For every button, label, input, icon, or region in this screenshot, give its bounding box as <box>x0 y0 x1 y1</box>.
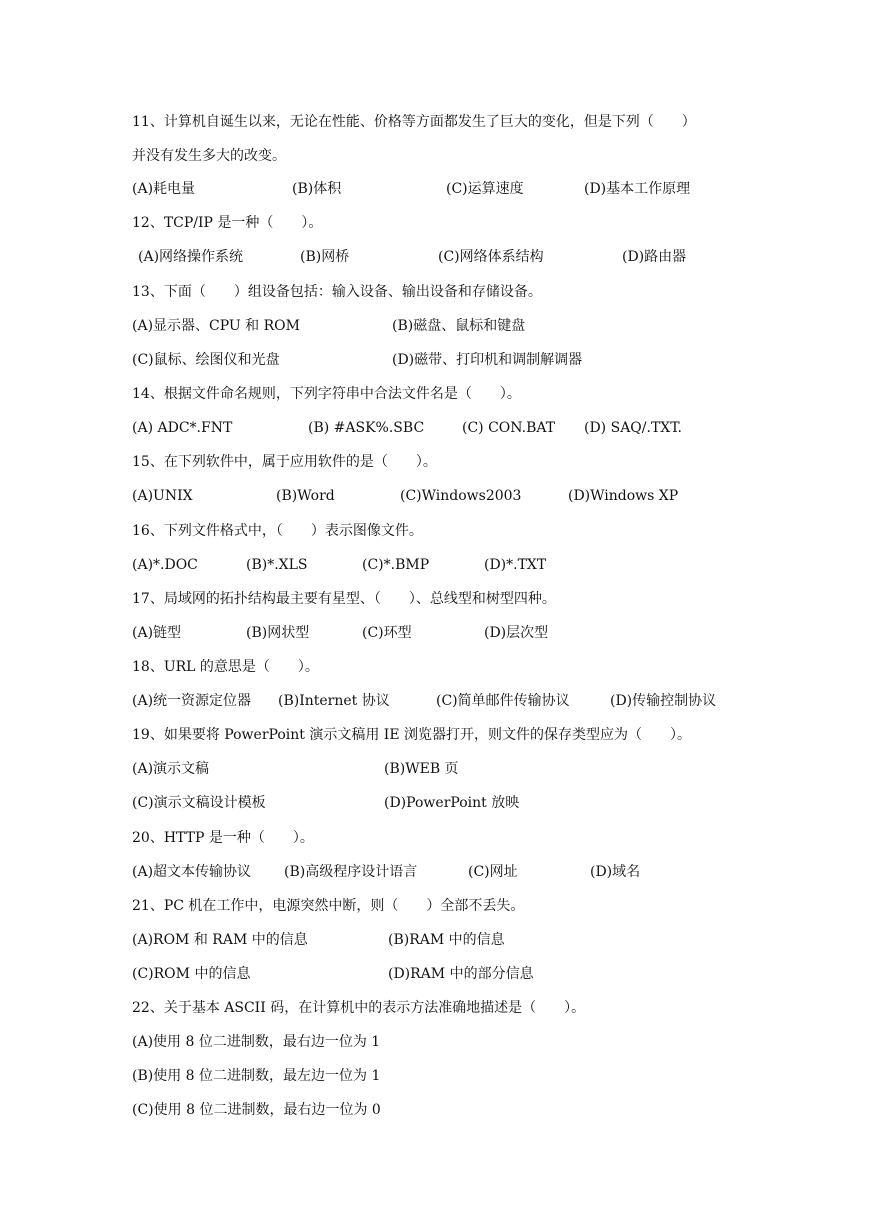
option-b[interactable]: (B)磁盘、鼠标和键盘 <box>392 318 526 334</box>
option-b[interactable]: (B)WEB 页 <box>384 761 459 777</box>
option-b[interactable]: (B)网桥 <box>300 249 350 265</box>
option-b[interactable]: (B)使用 8 位二进制数，最左边一位为 1 <box>132 1068 381 1084</box>
option-d[interactable]: (D)*.TXT <box>484 557 547 573</box>
option-c[interactable]: (C)鼠标、绘图仪和光盘 <box>132 352 280 368</box>
option-a[interactable]: (A)链型 <box>132 625 182 641</box>
option-d[interactable]: (D)传输控制协议 <box>610 693 717 709</box>
option-d[interactable]: (D)RAM 中的部分信息 <box>388 966 534 982</box>
option-d[interactable]: (D)层次型 <box>484 625 549 641</box>
option-d[interactable]: (D)路由器 <box>622 249 687 265</box>
option-c[interactable]: (C)使用 8 位二进制数，最右边一位为 0 <box>132 1102 381 1118</box>
option-a[interactable]: (A)网络操作系统 <box>138 249 244 265</box>
option-a[interactable]: (A)*.DOC <box>132 557 198 573</box>
option-b[interactable]: (B) #ASK%.SBC <box>308 420 425 436</box>
option-d[interactable]: (D)基本工作原理 <box>584 181 691 197</box>
option-c[interactable]: (C)运算速度 <box>446 181 524 197</box>
option-c[interactable]: (C)演示文稿设计模板 <box>132 795 266 811</box>
option-a[interactable]: (A)演示文稿 <box>132 761 210 777</box>
option-c[interactable]: (C)*.BMP <box>362 557 430 573</box>
option-a[interactable]: (A)超文本传输协议 <box>132 864 252 880</box>
option-c[interactable]: (C)Windows2003 <box>400 488 522 504</box>
option-a[interactable]: (A)ROM 和 RAM 中的信息 <box>132 932 308 948</box>
option-a[interactable]: (A)使用 8 位二进制数，最右边一位为 1 <box>132 1034 381 1050</box>
option-a[interactable]: (A)统一资源定位器 <box>132 693 252 709</box>
option-c[interactable]: (C) CON.BAT <box>462 420 556 436</box>
option-c[interactable]: (C)环型 <box>362 625 412 641</box>
option-d[interactable]: (D)Windows XP <box>568 488 679 504</box>
option-b[interactable]: (B)体积 <box>292 181 342 197</box>
option-b[interactable]: (B)Word <box>276 488 335 504</box>
option-c[interactable]: (C)简单邮件传输协议 <box>436 693 570 709</box>
option-b[interactable]: (B)高级程序设计语言 <box>284 864 418 880</box>
option-a[interactable]: (A)显示器、CPU 和 ROM <box>132 318 300 334</box>
option-a[interactable]: (A) ADC*.FNT <box>132 420 233 436</box>
option-d[interactable]: (D)磁带、打印机和调制解调器 <box>392 352 583 368</box>
option-c[interactable]: (C)网址 <box>468 864 518 880</box>
option-b[interactable]: (B)RAM 中的信息 <box>388 932 505 948</box>
option-a[interactable]: (A)耗电量 <box>132 181 196 197</box>
option-b[interactable]: (B)网状型 <box>246 625 310 641</box>
option-b[interactable]: (B)Internet 协议 <box>278 693 390 709</box>
option-d[interactable]: (D)域名 <box>590 864 641 880</box>
option-d[interactable]: (D)PowerPoint 放映 <box>384 795 520 811</box>
option-c[interactable]: (C)ROM 中的信息 <box>132 966 251 982</box>
option-b[interactable]: (B)*.XLS <box>246 557 308 573</box>
option-d[interactable]: (D) SAQ/.TXT. <box>584 420 682 436</box>
option-c[interactable]: (C)网络体系结构 <box>438 249 544 265</box>
option-a[interactable]: (A)UNIX <box>132 488 193 504</box>
